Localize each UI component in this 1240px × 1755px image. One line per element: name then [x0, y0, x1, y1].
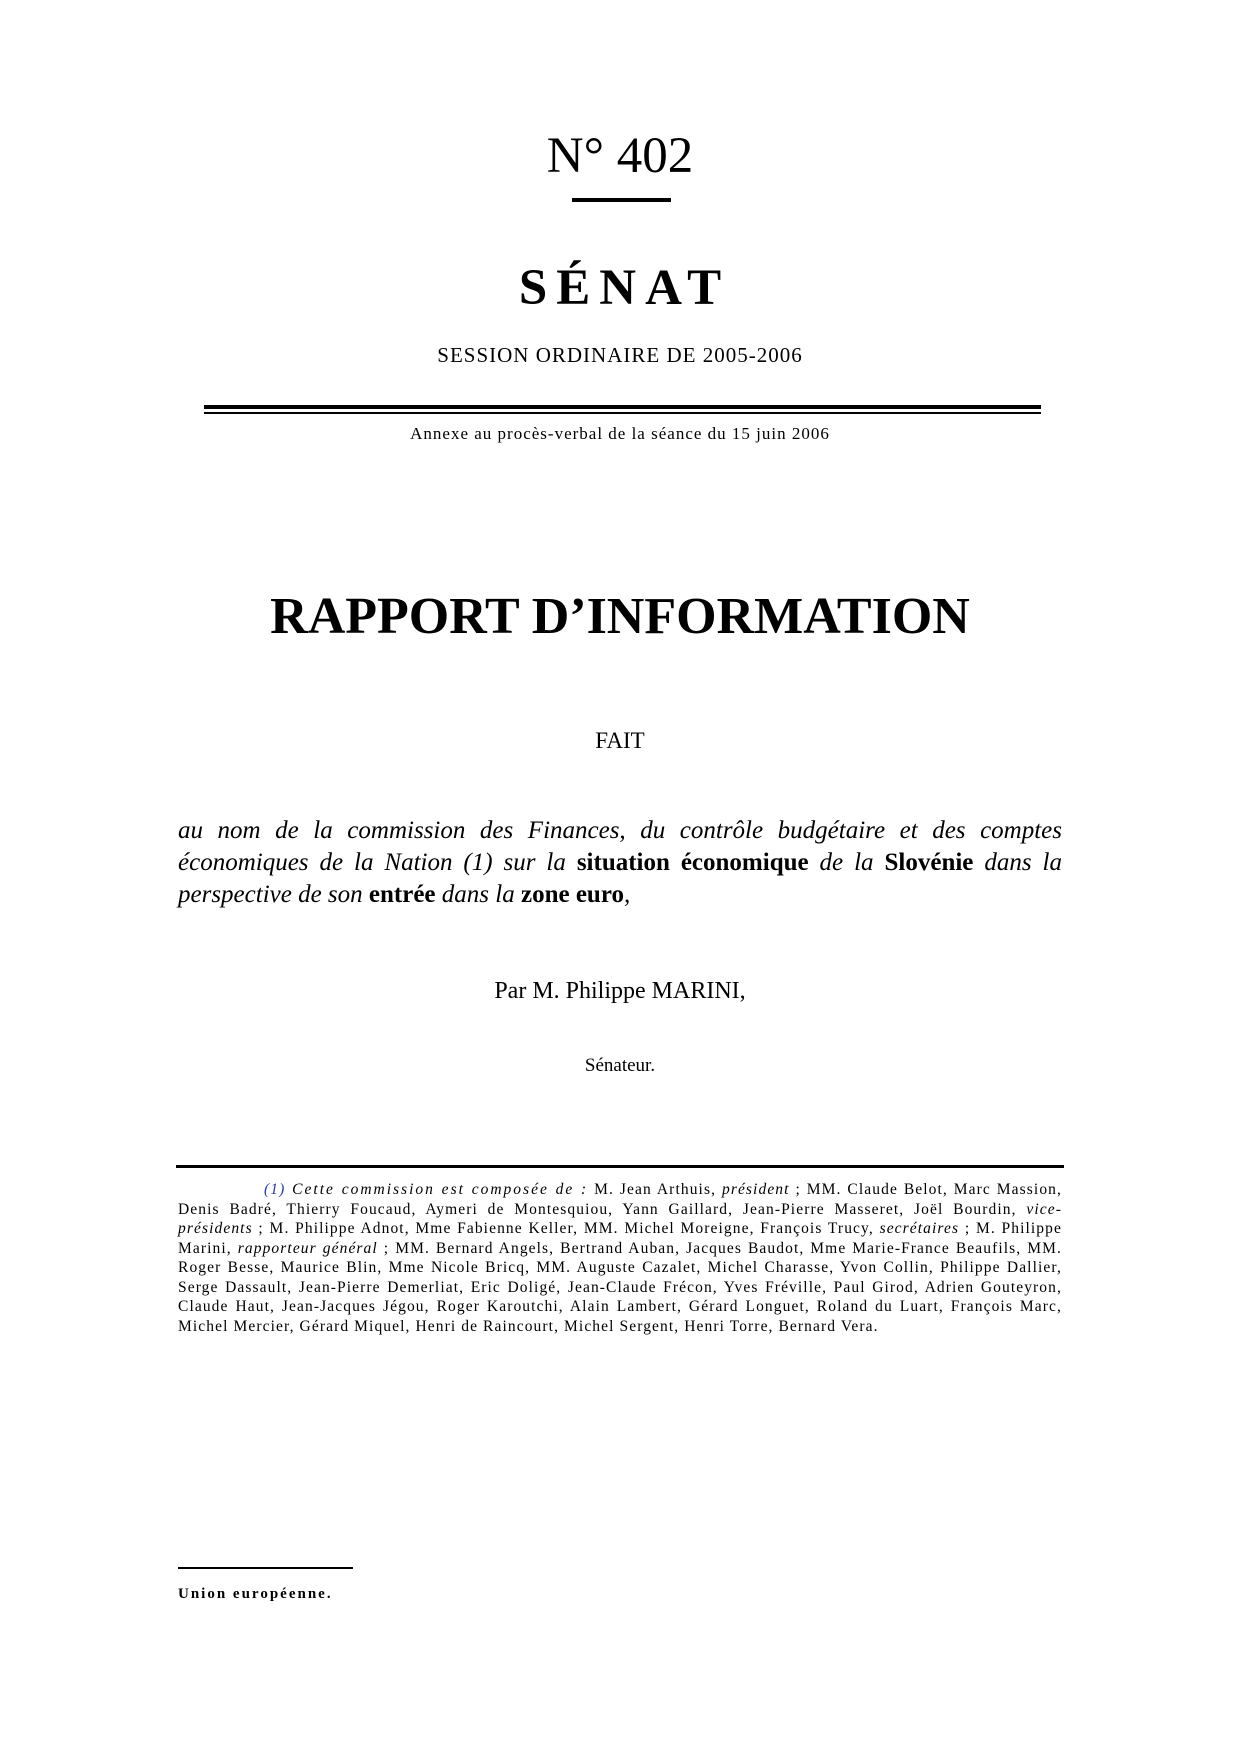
- session-label: SESSION ORDINAIRE DE 2005-2006: [437, 343, 803, 367]
- footnote-role: secrétaires: [879, 1220, 960, 1237]
- made-label: FAIT: [595, 728, 645, 753]
- classification-divider: [178, 1567, 353, 1569]
- footnote-role: président: [721, 1181, 790, 1198]
- author-title: Sénateur.: [584, 1055, 656, 1076]
- title-divider: [572, 198, 671, 202]
- subject-text: ,: [623, 881, 631, 908]
- footnote-text: ; MM. Bernard Angels, Bertrand Auban, Jacques Baudot, Mme Marie-France Beaufils, MM. Roger Besse, Maurice Blin, Mme Nicole Bricq, MM. Auguste Cazalet, Michel Charasse, Yvon Collin, Philippe Dallier, Serge Dassault, Jean-Pierre Demerliat, Eric Doligé, Jean-Claude Frécon, Yves Fréville, Paul Girod, Adrien Gouteyron, Claude Haut, Jean-Jacques Jégou, Roger Karoutchi, Alain Lambert, Gérard Longuet, Roland du Luart, François Marc, Michel Mercier, Gérard Miquel, Henri de Raincourt, Michel Sergent, Henri Torre, Bernard Vera.: [178, 1239, 1062, 1335]
- footnote-text: ; M. Philippe Marini,: [178, 1220, 1062, 1257]
- annex-note: Annexe au procès-verbal de la séance du 15 juin 2006: [410, 424, 830, 443]
- footnote-role: vice-présidents: [178, 1200, 1062, 1237]
- subject-text: dans la perspective de son: [178, 849, 1062, 908]
- subject-keyword: Slovénie: [884, 849, 974, 876]
- commission-footnote: [178, 1180, 1062, 1336]
- footnote-text: ; MM. Claude Belot, Marc Massion, Denis Badré, Thierry Foucaud, Aymeri de Montesquiou, Yann Gaillard, Jean-Pierre Masseret, Joël Bourdin,: [178, 1181, 1062, 1218]
- footnote-intro: Cette commission est composée de :: [285, 1181, 589, 1198]
- report-number: N° 402: [546, 128, 694, 184]
- author-line: Par M. Philippe MARINI,: [494, 978, 746, 1004]
- subject-text: de la: [808, 849, 885, 876]
- footnote-role: rapporteur général: [237, 1239, 378, 1257]
- institution-name: SÉNAT: [518, 260, 731, 316]
- report-title: RAPPORT D’INFORMATION: [270, 588, 970, 645]
- header-divider-thick: [204, 405, 1041, 409]
- header-divider-thin: [204, 412, 1041, 414]
- subject-text: dans la: [435, 881, 521, 908]
- subject-keyword: entrée: [368, 881, 436, 908]
- footnote-text: ; M. Philippe Adnot, Mme Fabienne Keller, MM. Michel Moreigne, François Trucy,: [252, 1220, 880, 1237]
- subject-keyword: zone euro: [520, 881, 624, 908]
- subject-text: au nom de la commission des Finances, du contrôle budgétaire et des comptes économiques de la Nation (1) sur la: [178, 817, 1062, 876]
- footnote-reference: (1): [264, 1181, 286, 1198]
- footnote-divider: [176, 1165, 1064, 1168]
- report-subject: [178, 815, 1062, 911]
- subject-keyword: situation économique: [576, 849, 809, 876]
- classification-label: Union européenne.: [178, 1586, 333, 1602]
- footnote-text: M. Jean Arthuis,: [588, 1181, 722, 1198]
